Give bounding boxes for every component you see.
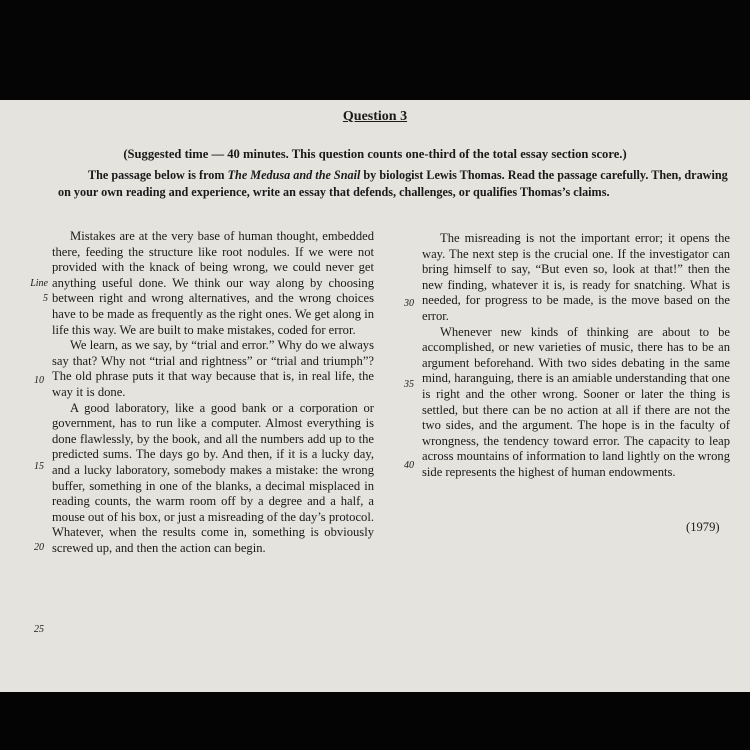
passage-paragraph-2: We learn, as we say, by “trial and error.” Why do we always say that? Why not “trial and rightness” or “trial and triumph”? The old phrase puts it that way because that is, in real life, the way it is done. xyxy=(52,338,374,399)
line-number-20: 20 xyxy=(34,542,44,553)
intro-after: by biologist Lewis Thomas. Read the passage carefully. Then, drawing on your own reading and experience, write an essay that defends, challenges, or qualifies Thomas’s claims. xyxy=(58,168,728,199)
passage-paragraph-5: Whenever new kinds of thinking are about to be accomplished, or new varieties of music, there has to be an argument beforehand. With two sides debating in the same mind, haranguing, there is an amiable understanding that one is right and the other wrong. Sooner or later the thing is settled, but there can be no action at all if there are not the two sides, and the argument. The hope is in the faculty of wrongness, the tendency toward error. The capacity to leap across mountains of information to land lightly on the wrong side represents the highest of human endowments. xyxy=(422,324,730,479)
prompt-intro xyxy=(58,167,730,201)
line-number-35: 35 xyxy=(404,379,414,390)
publication-year: (1979) xyxy=(686,520,720,534)
book-title: The Medusa and the Snail xyxy=(227,168,361,182)
line-number-15: 15 xyxy=(34,461,44,472)
passage-paragraph-3: A good laboratory, like a good bank or a corporation or government, has to run like a computer. Almost everything is done flawlessly, by the book, and all the numbers add up to the predicted sums. The days go by. And then, if it is a lucky day, and a lucky laboratory, somebody makes a mistake: the wrong buffer, something in one of the blanks, a decimal misplaced in reading counts, the warm room off by a degree and a half, a mouse out of his box, or just a misreading of the day’s protocol. Whatever, when the results come in, something is obviously screwed up, and then the action can begin. xyxy=(52,400,374,555)
suggested-time: (Suggested time — 40 minutes. This question counts one-third of the total essay section score.) xyxy=(123,147,627,161)
exam-page xyxy=(0,100,750,692)
passage-paragraph-1: Mistakes are at the very base of human thought, embedded there, feeding the structure like root nodules. If we were not provided with the knack of being wrong, we could never get anything useful done. We think our way along by choosing between right and wrong alternatives, and the wrong choices have to be made as frequently as the right ones. We get along in life this way. We are built to make mistakes, coded for error. xyxy=(52,229,374,337)
screen-bezel xyxy=(0,692,750,750)
question-title: Question 3 xyxy=(342,109,408,124)
passage-left-column xyxy=(52,229,374,556)
line-number-5: 5 xyxy=(43,293,48,304)
passage-paragraph-4: The misreading is not the important error; it opens the way. The next step is the crucial one. If the investigator can bring himself to say, “But even so, look at that!” then the new finding, whatever it is, is ready for snatching. What is needed, for progress to be made, is the move based on the error. xyxy=(422,231,730,323)
line-label: Line xyxy=(30,278,48,289)
line-number-25: 25 xyxy=(34,624,44,635)
passage-right-column xyxy=(422,231,730,481)
line-number-30: 30 xyxy=(404,298,414,309)
line-number-40: 40 xyxy=(404,460,414,471)
intro-before: The passage below is from xyxy=(88,168,228,182)
line-number-10: 10 xyxy=(34,375,44,386)
